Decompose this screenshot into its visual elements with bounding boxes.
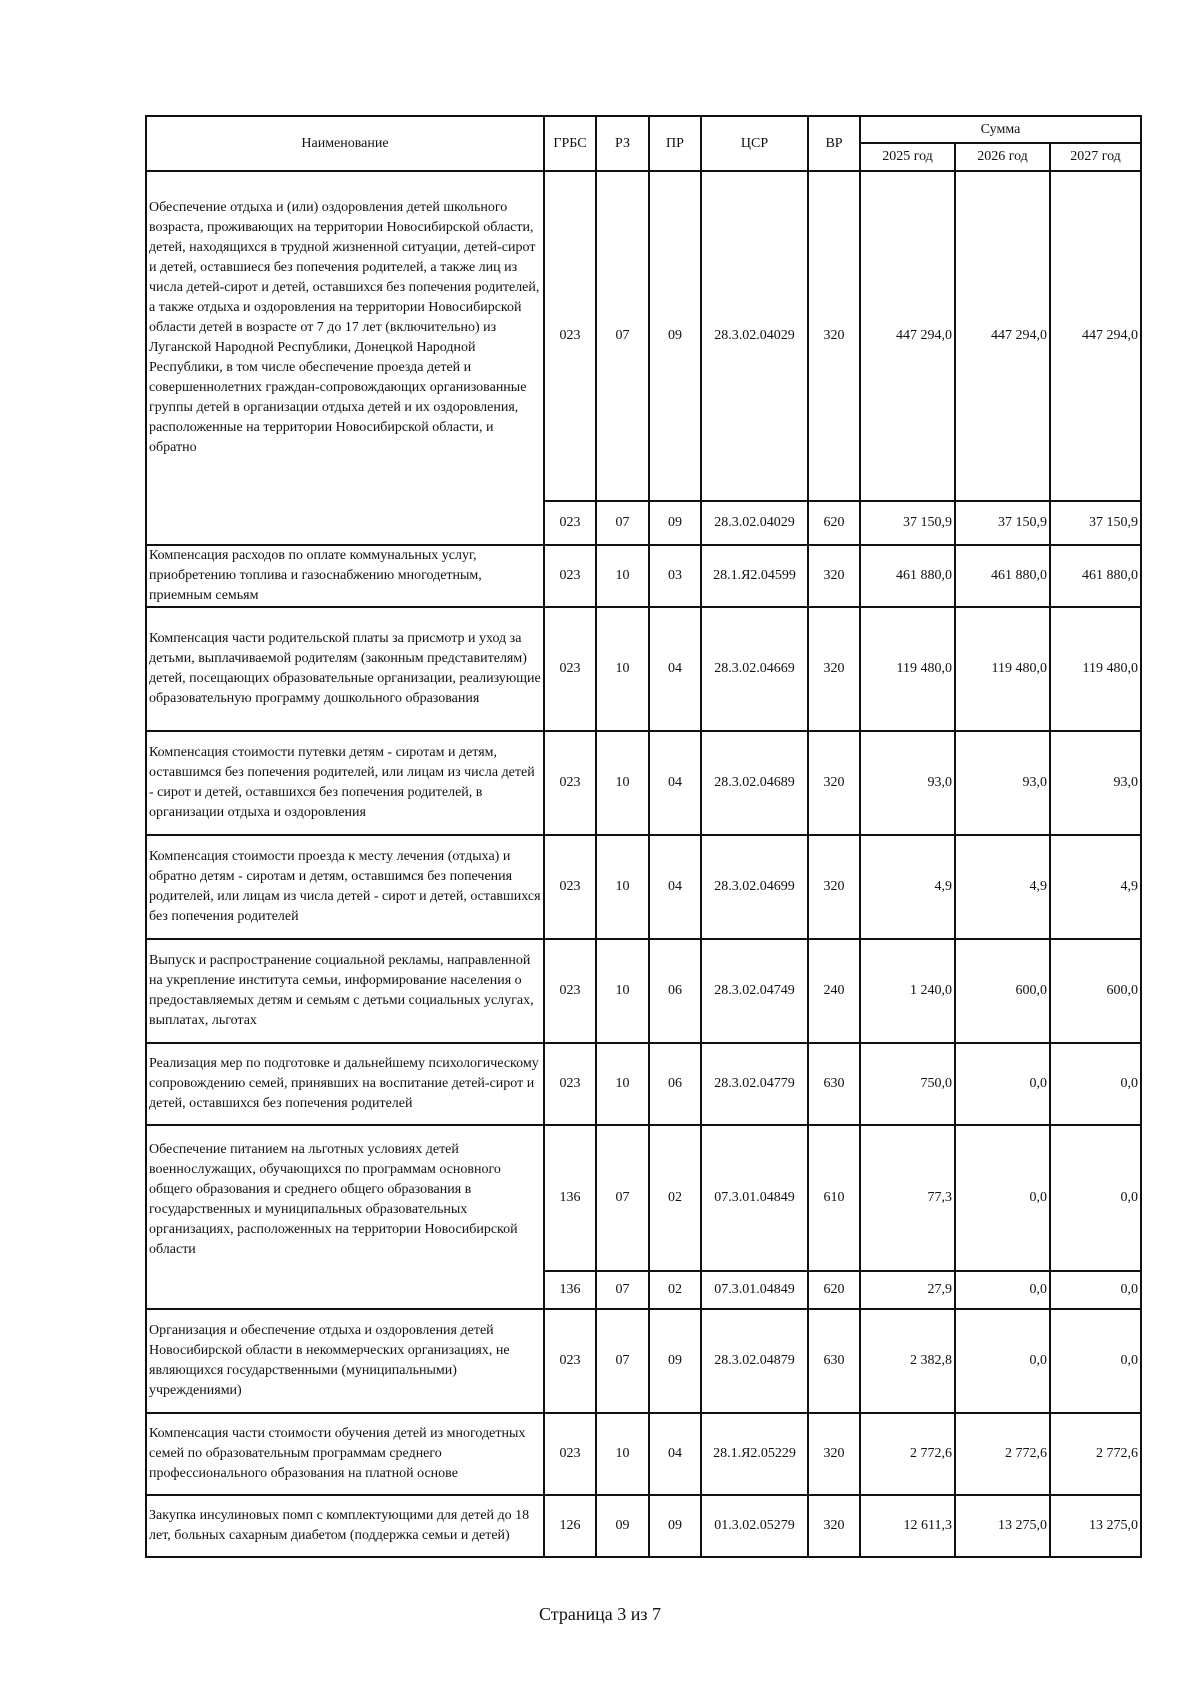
cell-sum-2025: 2 382,8 [860, 1309, 955, 1413]
row-name: Выпуск и распространение социальной рекламы, направленной на укрепление института семьи, информирование населения о предоставляемых детям и семьям с детьми социальных услугах, выплатах, льготах [146, 939, 544, 1043]
cell-sum-2025: 1 240,0 [860, 939, 955, 1043]
cell-csr: 28.3.02.04689 [701, 731, 808, 835]
cell-grbs: 126 [544, 1495, 596, 1557]
cell-vr: 610 [808, 1125, 860, 1271]
cell-rz: 10 [596, 545, 649, 607]
cell-rz: 07 [596, 171, 649, 501]
row-name: Компенсация части родительской платы за присмотр и уход за детьми, выплачиваемой родителям (законным представителям) детей, посещающих образовательные организации, реализующие образовательную программу дошкольного образования [146, 607, 544, 731]
cell-grbs: 023 [544, 1309, 596, 1413]
cell-grbs: 136 [544, 1271, 596, 1309]
cell-rz: 10 [596, 607, 649, 731]
budget-table [145, 115, 1142, 1558]
cell-sum-2025: 750,0 [860, 1043, 955, 1125]
cell-pr: 09 [649, 1309, 701, 1413]
cell-grbs: 023 [544, 501, 596, 545]
row-name: Компенсация стоимости проезда к месту лечения (отдыха) и обратно детям - сиротам и детям, оставшимся без попечения родителей, или лицам из числа детей - сирот и детей, оставшихся без попечения родителей [146, 835, 544, 939]
row-name: Обеспечение питанием на льготных условиях детей военнослужащих, обучающихся по программам основного общего образования и среднего общего образования в государственных и муниципальных образовательных организациях, расположенных на территории Новосибирской области [146, 1125, 544, 1309]
cell-sum-2027: 600,0 [1050, 939, 1141, 1043]
cell-pr: 09 [649, 1495, 701, 1557]
cell-vr: 320 [808, 731, 860, 835]
cell-pr: 03 [649, 545, 701, 607]
header-row [146, 116, 1141, 143]
cell-sum-2026: 0,0 [955, 1043, 1050, 1125]
cell-sum-2026: 0,0 [955, 1125, 1050, 1271]
header-name: Наименование [146, 116, 544, 171]
cell-rz: 10 [596, 1413, 649, 1495]
cell-grbs: 023 [544, 1413, 596, 1495]
cell-sum-2027: 0,0 [1050, 1271, 1141, 1309]
cell-sum-2026: 447 294,0 [955, 171, 1050, 501]
cell-csr: 28.3.02.04749 [701, 939, 808, 1043]
cell-vr: 320 [808, 1413, 860, 1495]
cell-sum-2026: 37 150,9 [955, 501, 1050, 545]
table-row [146, 1413, 1141, 1495]
header-sum: Сумма [860, 116, 1141, 143]
cell-sum-2026: 93,0 [955, 731, 1050, 835]
cell-sum-2025: 461 880,0 [860, 545, 955, 607]
cell-grbs: 136 [544, 1125, 596, 1271]
cell-rz: 10 [596, 835, 649, 939]
cell-csr: 28.1.Я2.05229 [701, 1413, 808, 1495]
cell-sum-2027: 0,0 [1050, 1309, 1141, 1413]
row-name: Реализация мер по подготовке и дальнейшему психологическому сопровождению семей, принявших на воспитание детей-сирот и детей, оставшихся без попечения родителей [146, 1043, 544, 1125]
table-row [146, 171, 1141, 501]
cell-sum-2025: 447 294,0 [860, 171, 955, 501]
table-row [146, 731, 1141, 835]
cell-sum-2027: 447 294,0 [1050, 171, 1141, 501]
cell-grbs: 023 [544, 607, 596, 731]
cell-sum-2026: 0,0 [955, 1309, 1050, 1413]
cell-sum-2026: 13 275,0 [955, 1495, 1050, 1557]
cell-sum-2027: 13 275,0 [1050, 1495, 1141, 1557]
row-name: Компенсация стоимости путевки детям - сиротам и детям, оставшимся без попечения родителей, или лицам из числа детей - сирот и детей, оставшихся без попечения родителей, в организации отдыха и оздоровления [146, 731, 544, 835]
cell-csr: 28.3.02.04029 [701, 171, 808, 501]
cell-pr: 04 [649, 731, 701, 835]
cell-sum-2025: 4,9 [860, 835, 955, 939]
cell-sum-2027: 2 772,6 [1050, 1413, 1141, 1495]
cell-vr: 320 [808, 171, 860, 501]
cell-sum-2025: 37 150,9 [860, 501, 955, 545]
cell-vr: 630 [808, 1309, 860, 1413]
cell-grbs: 023 [544, 731, 596, 835]
table-row [146, 545, 1141, 607]
cell-csr: 28.1.Я2.04599 [701, 545, 808, 607]
cell-grbs: 023 [544, 545, 596, 607]
cell-sum-2026: 600,0 [955, 939, 1050, 1043]
cell-csr: 01.3.02.05279 [701, 1495, 808, 1557]
table-row [146, 1495, 1141, 1557]
cell-pr: 02 [649, 1125, 701, 1271]
cell-sum-2026: 4,9 [955, 835, 1050, 939]
cell-pr: 06 [649, 939, 701, 1043]
cell-rz: 10 [596, 939, 649, 1043]
cell-sum-2027: 4,9 [1050, 835, 1141, 939]
cell-csr: 07.3.01.04849 [701, 1271, 808, 1309]
cell-sum-2027: 0,0 [1050, 1125, 1141, 1271]
cell-sum-2027: 0,0 [1050, 1043, 1141, 1125]
cell-csr: 28.3.02.04779 [701, 1043, 808, 1125]
cell-pr: 04 [649, 607, 701, 731]
cell-rz: 07 [596, 501, 649, 545]
cell-sum-2026: 461 880,0 [955, 545, 1050, 607]
cell-rz: 07 [596, 1309, 649, 1413]
row-name: Компенсация расходов по оплате коммунальных услуг, приобретению топлива и газоснабжению многодетным, приемным семьям [146, 545, 544, 607]
header-year-2026: 2026 год [955, 143, 1050, 171]
cell-grbs: 023 [544, 171, 596, 501]
cell-csr: 28.3.02.04029 [701, 501, 808, 545]
table-row [146, 939, 1141, 1043]
cell-csr: 28.3.02.04669 [701, 607, 808, 731]
cell-vr: 620 [808, 1271, 860, 1309]
cell-sum-2025: 2 772,6 [860, 1413, 955, 1495]
cell-grbs: 023 [544, 835, 596, 939]
row-name: Закупка инсулиновых помп с комплектующими для детей до 18 лет, больных сахарным диабетом (поддержка семьи и детей) [146, 1495, 544, 1557]
header-year-2025: 2025 год [860, 143, 955, 171]
cell-pr: 09 [649, 171, 701, 501]
cell-pr: 09 [649, 501, 701, 545]
header-rz: РЗ [596, 116, 649, 171]
cell-sum-2025: 93,0 [860, 731, 955, 835]
cell-pr: 04 [649, 835, 701, 939]
header-pr: ПР [649, 116, 701, 171]
header-vr: ВР [808, 116, 860, 171]
cell-csr: 28.3.02.04879 [701, 1309, 808, 1413]
cell-rz: 07 [596, 1125, 649, 1271]
cell-pr: 04 [649, 1413, 701, 1495]
page-number: Страница 3 из 7 [539, 1604, 661, 1624]
cell-sum-2026: 119 480,0 [955, 607, 1050, 731]
cell-vr: 320 [808, 607, 860, 731]
cell-rz: 07 [596, 1271, 649, 1309]
cell-vr: 320 [808, 835, 860, 939]
cell-vr: 630 [808, 1043, 860, 1125]
cell-grbs: 023 [544, 1043, 596, 1125]
cell-sum-2025: 12 611,3 [860, 1495, 955, 1557]
header-grbs: ГРБС [544, 116, 596, 171]
table-row [146, 1125, 1141, 1271]
row-name: Организация и обеспечение отдыха и оздоровления детей Новосибирской области в некоммерческих организациях, не являющихся государственными (муниципальными) учреждениями) [146, 1309, 544, 1413]
cell-sum-2025: 77,3 [860, 1125, 955, 1271]
cell-sum-2026: 2 772,6 [955, 1413, 1050, 1495]
table-body [146, 171, 1141, 1557]
cell-grbs: 023 [544, 939, 596, 1043]
table-row [146, 1309, 1141, 1413]
table-row [146, 835, 1141, 939]
cell-sum-2027: 461 880,0 [1050, 545, 1141, 607]
cell-pr: 06 [649, 1043, 701, 1125]
cell-rz: 10 [596, 731, 649, 835]
cell-sum-2026: 0,0 [955, 1271, 1050, 1309]
header-year-2027: 2027 год [1050, 143, 1141, 171]
cell-sum-2025: 119 480,0 [860, 607, 955, 731]
cell-sum-2027: 93,0 [1050, 731, 1141, 835]
cell-pr: 02 [649, 1271, 701, 1309]
cell-csr: 07.3.01.04849 [701, 1125, 808, 1271]
cell-rz: 10 [596, 1043, 649, 1125]
cell-vr: 620 [808, 501, 860, 545]
row-name: Компенсация части стоимости обучения детей из многодетных семей по образовательным программам среднего профессионального образования на платной основе [146, 1413, 544, 1495]
cell-sum-2027: 37 150,9 [1050, 501, 1141, 545]
row-name: Обеспечение отдыха и (или) оздоровления детей школьного возраста, проживающих на территории Новосибирской области, детей, находящихся в трудной жизненной ситуации, детей-сирот и детей, оставшиеся без попечения родителей, а также лиц из числа детей-сирот и детей, оставшихся без попечения родителей, а также отдыха и оздоровления на территории Новосибирской области детей в возрасте от 7 до 17 лет (включительно) из Луганской Народной Республики, Донецкой Народной Республики, в том числе обеспечение проезда детей и совершеннолетних граждан-сопровождающих организованные группы детей в организации отдыха детей и их оздоровления, расположенные на территории Новосибирской области, и обратно [146, 171, 544, 545]
table-row [146, 1043, 1141, 1125]
cell-sum-2025: 27,9 [860, 1271, 955, 1309]
cell-csr: 28.3.02.04699 [701, 835, 808, 939]
cell-vr: 320 [808, 1495, 860, 1557]
cell-rz: 09 [596, 1495, 649, 1557]
table-row [146, 607, 1141, 731]
cell-sum-2027: 119 480,0 [1050, 607, 1141, 731]
cell-vr: 320 [808, 545, 860, 607]
header-csr: ЦСР [701, 116, 808, 171]
cell-vr: 240 [808, 939, 860, 1043]
